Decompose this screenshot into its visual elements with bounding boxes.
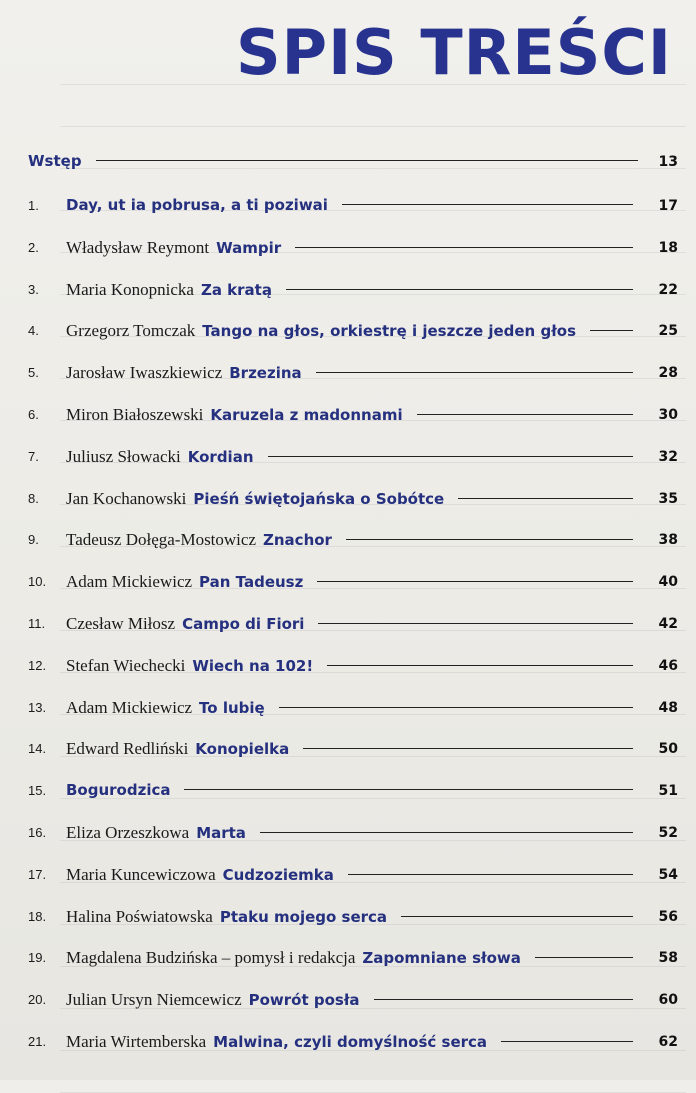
- toc-intro-row: [28, 152, 678, 174]
- entry-number: 15.: [28, 783, 47, 799]
- entry-author: Jarosław Iwaszkiewicz: [66, 363, 223, 383]
- dot-leader: [346, 539, 633, 540]
- toc-entry: [66, 447, 641, 467]
- toc-entry: [66, 238, 641, 258]
- page-number: 46: [658, 657, 678, 674]
- toc-row: [28, 823, 678, 847]
- page-number: 13: [658, 154, 678, 170]
- entry-number: 21.: [28, 1034, 47, 1049]
- toc-row: [28, 489, 678, 513]
- toc-entry: [66, 321, 641, 341]
- dot-leader: [327, 665, 633, 666]
- page-number: 54: [658, 866, 678, 883]
- dot-leader: [260, 832, 633, 833]
- entry-title: Campo di Fiori: [182, 615, 305, 633]
- page-number: 62: [658, 1034, 678, 1050]
- page-number: 42: [658, 616, 678, 632]
- toc-entry: [66, 363, 641, 383]
- toc-row: [28, 238, 678, 262]
- entry-author: Julian Ursyn Niemcewicz: [66, 990, 242, 1010]
- entry-title: Znachor: [263, 531, 332, 550]
- entry-number: 19.: [28, 950, 47, 966]
- entry-title: Bogurodzica: [66, 781, 171, 800]
- page-number: 32: [658, 448, 678, 465]
- entry-title: Wiech na 102!: [192, 656, 314, 675]
- toc-entry: [66, 280, 641, 300]
- entry-author: Miron Białoszewski: [66, 405, 204, 424]
- dot-leader: [417, 414, 633, 415]
- dot-leader: [535, 957, 633, 958]
- page-title: SPIS TREŚCI: [235, 16, 672, 89]
- page-number: 58: [658, 950, 678, 967]
- toc-entry: [66, 572, 641, 592]
- intro-label: Wstęp: [28, 152, 82, 170]
- entry-title: Konopielka: [195, 740, 290, 759]
- toc-row: [28, 530, 678, 554]
- entry-author: Halina Poświatowska: [66, 906, 213, 926]
- toc-row: [28, 656, 678, 680]
- page-number: 18: [658, 239, 678, 256]
- toc-row: [28, 405, 678, 429]
- entry-author: Adam Mickiewicz: [66, 572, 193, 592]
- entry-title: Zapomniane słowa: [362, 949, 521, 968]
- entry-author: Stefan Wiechecki: [66, 655, 186, 675]
- page-number: 25: [658, 323, 678, 340]
- entry-author: Edward Redliński: [66, 739, 189, 759]
- toc-row: [28, 1032, 678, 1056]
- entry-number: 16.: [28, 825, 47, 840]
- dot-leader: [317, 581, 633, 582]
- entry-title: Cudzoziemka: [222, 865, 334, 884]
- page-number: 56: [658, 908, 678, 925]
- page-number: 17: [658, 198, 678, 214]
- entry-title: Day, ut ia pobrusa, a ti poziwai: [66, 196, 328, 214]
- entry-number: 9.: [28, 532, 39, 548]
- toc-entry: [66, 781, 641, 799]
- page-number: 51: [658, 783, 678, 800]
- toc-row: [28, 781, 678, 805]
- toc-row: [28, 948, 678, 972]
- entry-title: Malwina, czyli domyślność serca: [213, 1033, 488, 1051]
- dot-leader: [318, 623, 633, 624]
- dot-leader: [279, 707, 633, 708]
- entry-author: Maria Kuncewiczowa: [66, 864, 216, 884]
- entry-author: Eliza Orzeszkowa: [66, 823, 190, 842]
- entry-title: Wampir: [216, 238, 282, 257]
- dot-leader: [401, 916, 633, 917]
- toc-entry: [66, 405, 641, 425]
- toc-row: [28, 865, 678, 889]
- dot-leader: [295, 247, 633, 248]
- entry-author: Grzegorz Tomczak: [66, 321, 196, 341]
- entry-author: Czesław Miłosz: [66, 614, 176, 633]
- toc-row: [28, 363, 678, 387]
- dot-leader: [458, 498, 633, 499]
- entry-title: Kordian: [187, 447, 254, 466]
- entry-number: 7.: [28, 448, 39, 464]
- entry-number: 12.: [28, 657, 47, 673]
- entry-title: Karuzela z madonnami: [210, 406, 403, 424]
- toc-entry: [66, 196, 641, 214]
- toc-entry: [66, 907, 641, 927]
- entry-number: 6.: [28, 407, 39, 422]
- entry-number: 5.: [28, 365, 39, 381]
- toc-entry: [66, 865, 641, 885]
- entry-title: Pan Tadeusz: [199, 573, 304, 592]
- page-number: 52: [658, 825, 678, 841]
- entry-author: Juliusz Słowacki: [66, 446, 181, 466]
- entry-number: 17.: [28, 866, 47, 882]
- toc-row: [28, 990, 678, 1014]
- show-through-line: [60, 126, 686, 127]
- entry-title: Marta: [196, 824, 246, 842]
- dot-leader: [96, 160, 638, 161]
- toc-row: [28, 698, 678, 722]
- dot-leader: [342, 204, 633, 205]
- page-number: 50: [658, 741, 678, 758]
- entry-title: Ptaku mojego serca: [219, 907, 388, 926]
- entry-title: Pieśń świętojańska o Sobótce: [193, 489, 445, 508]
- entry-title: Tango na głos, orkiestrę i jeszcze jeden głos: [202, 322, 576, 341]
- entry-number: 11.: [28, 616, 46, 631]
- entry-title: Powrót posła: [248, 991, 360, 1010]
- toc-entry: [66, 614, 641, 634]
- entry-number: 8.: [28, 490, 39, 506]
- entry-author: Maria Wirtemberska: [66, 1032, 207, 1051]
- toc-entry: [66, 530, 641, 550]
- page-number: 38: [658, 532, 678, 549]
- toc-entry: [66, 656, 641, 676]
- toc-row: [28, 321, 678, 345]
- page-number: 35: [658, 490, 678, 507]
- toc-row: [28, 280, 678, 304]
- dot-leader: [303, 748, 633, 749]
- toc-entry: [66, 739, 641, 759]
- toc-entry: [66, 823, 641, 843]
- dot-leader: [316, 372, 633, 373]
- toc-row: [28, 572, 678, 596]
- toc-entry: [66, 990, 641, 1010]
- entry-author: Adam Mickiewicz: [66, 697, 193, 717]
- entry-title: Za kratą: [200, 280, 272, 299]
- entry-number: 18.: [28, 908, 47, 924]
- entry-author: Magdalena Budzińska – pomysł i redakcja: [66, 948, 356, 968]
- dot-leader: [348, 874, 633, 875]
- dot-leader: [268, 456, 634, 457]
- entry-number: 14.: [28, 741, 47, 757]
- entry-author: Władysław Reymont: [66, 237, 210, 257]
- entry-author: Jan Kochanowski: [66, 488, 187, 508]
- entry-author: Maria Konopnicka: [66, 279, 194, 299]
- entry-number: 13.: [28, 699, 47, 715]
- entry-number: 4.: [28, 323, 39, 339]
- page-number: 40: [658, 574, 678, 591]
- toc-intro-entry: [28, 152, 646, 170]
- entry-title: Brzezina: [229, 364, 302, 383]
- entry-number: 20.: [28, 992, 47, 1008]
- entry-number: 1.: [28, 198, 39, 213]
- toc-row: [28, 614, 678, 638]
- entry-author: Tadeusz Dołęga-Mostowicz: [66, 530, 256, 550]
- toc-row: [28, 447, 678, 471]
- page-number: 48: [658, 699, 678, 716]
- dot-leader: [184, 789, 633, 790]
- page-number: 60: [658, 992, 678, 1009]
- page-number: 28: [658, 365, 678, 382]
- page-number: 30: [658, 407, 678, 423]
- toc-row: [28, 739, 678, 763]
- toc-entry: [66, 698, 641, 718]
- dot-leader: [374, 999, 633, 1000]
- entry-number: 3.: [28, 281, 39, 297]
- toc-entry: [66, 948, 641, 968]
- entry-title: To lubię: [199, 698, 265, 717]
- toc-row: [28, 907, 678, 931]
- dot-leader: [501, 1041, 633, 1042]
- toc-entry: [66, 489, 641, 509]
- dot-leader: [590, 330, 633, 331]
- dot-leader: [286, 289, 633, 290]
- entry-number: 2.: [28, 239, 39, 255]
- toc-entry: [66, 1032, 641, 1052]
- toc-row: [28, 196, 678, 220]
- entry-number: 10.: [28, 574, 47, 590]
- page-number: 22: [658, 281, 678, 298]
